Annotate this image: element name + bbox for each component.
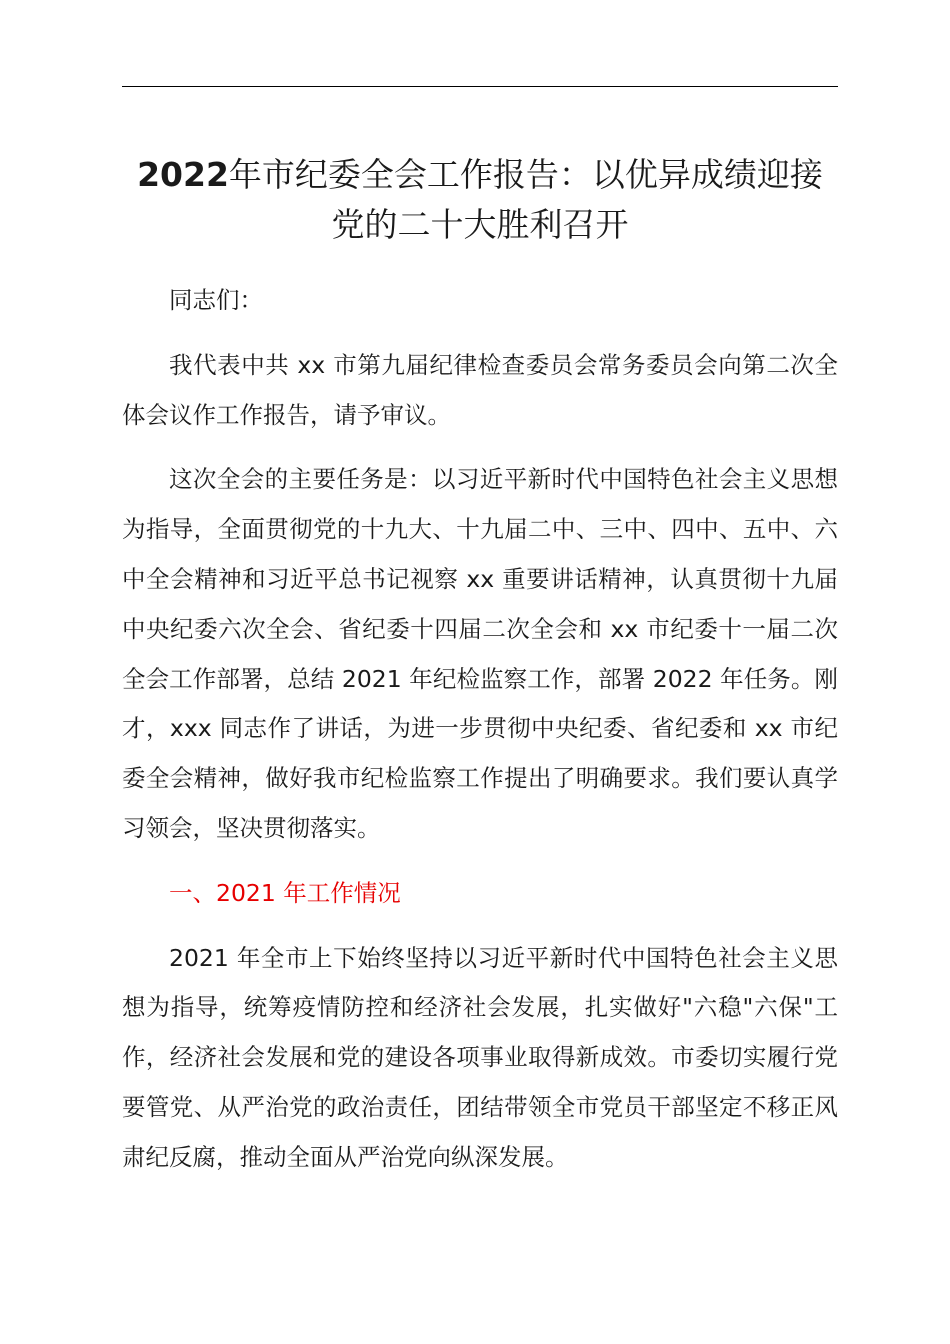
salutation: 同志们： (169, 286, 263, 314)
paragraph-main-tasks: 这次全会的主要任务是：以习近平新时代中国特色社会主义思想为指导，全面贯彻党的十九大、十九届二中、三中、四中、五中、六中全会精神和习近平总书记视察 xx 重要讲话精神，认真贯彻十九届中央纪委六次全会、省纪委十四届二次全会和 xx 市纪委十一届二次全会工作部署，总结 2021 年纪检监察工作，部署 2022 年任务。刚才，xxx 同志作了讲话，为进一步贯彻中央纪委、省纪委和 xx 市纪委全会精神，做好我市纪检监察工作提出了明确要求。我们要认真学习领会，坚决贯彻落实。 (122, 465, 838, 842)
paragraph-report-intro: 我代表中共 xx 市第九届纪律检查委员会常务委员会向第二次全体会议作工作报告，请予审议。 (122, 350, 838, 429)
section-heading: 一、2021 年工作情况 (169, 878, 401, 907)
document-body (122, 276, 838, 1183)
paragraph-work-review: 2021 年全市上下始终坚持以习近平新时代中国特色社会主义思想为指导，统筹疫情防控和经济社会发展，扎实做好"六稳"六保"工作，经济社会发展和党的建设各项事业取得新成效。市委切实履行党要管党、从严治党的政治责任，团结带领全市党员干部坚定不移正风肃纪反腐，推动全面从严治党向纵深发展。 (122, 943, 838, 1171)
title-year: 2022 (137, 155, 229, 194)
title-text: 年市纪委全会工作报告：以优异成绩迎接党的二十大胜利召开 (228, 155, 823, 244)
document-title (122, 150, 838, 250)
header-rule (122, 86, 838, 87)
